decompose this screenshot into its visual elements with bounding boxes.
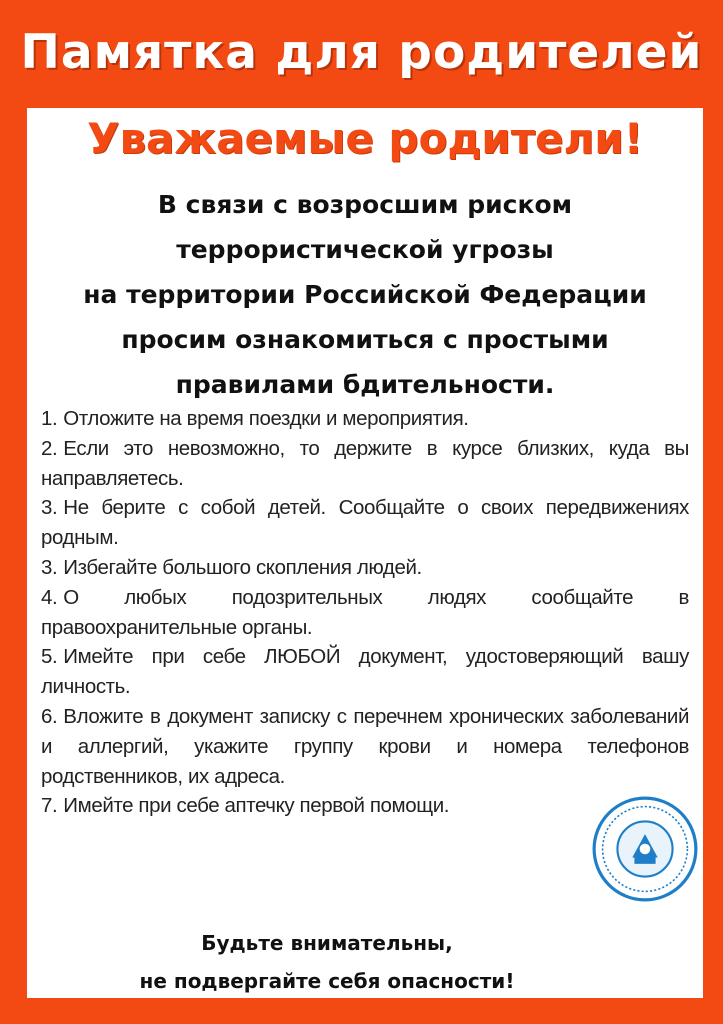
greeting-heading: Уважаемые родители! xyxy=(87,114,643,163)
rule-item xyxy=(41,493,689,553)
rule-item xyxy=(41,583,689,643)
rule-number: 5. xyxy=(41,645,58,669)
page-title: Памятка для родителей xyxy=(20,24,703,80)
intro-text xyxy=(27,182,703,407)
rule-item xyxy=(41,404,689,434)
closing-line: Будьте внимательны, xyxy=(201,931,453,955)
rule-item xyxy=(41,434,689,494)
intro-line: просим ознакомиться с простыми xyxy=(121,325,609,354)
rule-number: 4. xyxy=(41,585,58,609)
rule-number: 1. xyxy=(41,407,58,430)
rule-text: О любых подозрительных людях сообщайте в правоохранительные органы. xyxy=(41,585,689,639)
rule-text: Имейте при себе аптечку первой помощи. xyxy=(63,794,450,818)
closing-line: не подвергайте себя опасности! xyxy=(139,969,515,993)
rule-item xyxy=(41,553,689,583)
intro-line: террористической угрозы xyxy=(176,235,554,264)
rule-number: 3. xyxy=(41,496,58,520)
rule-text: Не берите с собой детей. Сообщайте о своих передвижениях родным. xyxy=(41,496,689,550)
rules-list xyxy=(41,404,689,821)
rule-text: Вложите в документ записку с перечнем хронических заболеваний и аллергий, укажите группу крови и номера телефонов родственников, их адреса. xyxy=(41,704,689,788)
rule-text: Если это невозможно, то держите в курсе близких, куда вы направляетесь. xyxy=(41,436,689,490)
closing-text xyxy=(27,924,627,1000)
rule-item xyxy=(41,642,689,702)
rule-number: 2. xyxy=(41,436,58,460)
intro-line: правилами бдительности. xyxy=(175,370,555,399)
rule-text: Отложите на время поездки и мероприятия. xyxy=(63,407,469,430)
rule-number: 6. xyxy=(41,704,58,728)
rule-item xyxy=(41,702,689,791)
rule-text: Имейте при себе ЛЮБОЙ документ, удостоверяющий вашу личность. xyxy=(41,645,689,699)
header-banner xyxy=(0,12,723,92)
intro-line: В связи с возросшим риском xyxy=(157,190,573,219)
intro-line: на территории Российской Федерации xyxy=(83,280,647,309)
rule-number: 3. xyxy=(41,555,58,579)
badge-seal-icon xyxy=(592,796,698,902)
rule-text: Избегайте большого скопления людей. xyxy=(63,555,422,579)
rule-number: 7. xyxy=(41,794,58,818)
